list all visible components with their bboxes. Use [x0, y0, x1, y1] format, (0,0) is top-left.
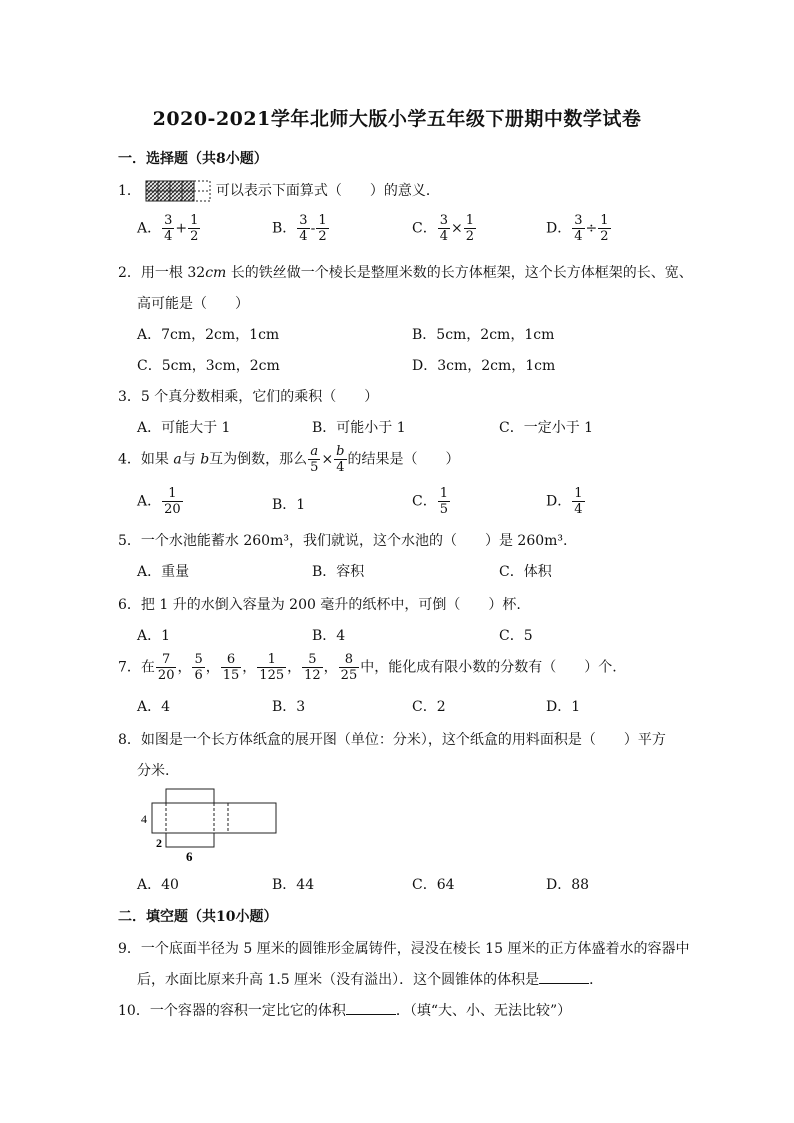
section-multiple-choice: 一．选择题（共8小题） — [118, 151, 268, 167]
question-9-cont: 后，水面比原来升高 1.5 厘米（没有溢出）．这个圆锥体的体积是 ． — [137, 972, 604, 988]
q5-option-a[interactable]: A．重量 — [137, 564, 190, 580]
q7-option-a[interactable]: A．4 — [137, 699, 171, 715]
q1-option-d[interactable]: D． $\frac{3}{4}$ ÷ $\frac{1}{2}$ — [546, 213, 609, 244]
q2-option-a[interactable]: A．7cm，2cm，1cm — [137, 327, 280, 343]
box-net-figure — [138, 785, 298, 865]
q2-option-b[interactable]: B．5cm，2cm，1cm — [412, 327, 555, 343]
question-5: 5．一个水池能蓄水 260m³，我们就说，这个水池的（ ）是 260m³. — [118, 533, 568, 549]
q8-option-c[interactable]: C．64 — [412, 877, 455, 893]
q1-option-b[interactable]: B． $\frac{3}{4}$ - $\frac{1}{2}$ — [272, 213, 327, 244]
q1-option-a[interactable]: A． $\frac{3}{4}$ + $\frac{1}{2}$ — [137, 213, 199, 244]
q7-option-d[interactable]: D．1 — [546, 699, 581, 715]
q5-option-c[interactable]: C．体积 — [499, 564, 552, 580]
q4-option-c[interactable]: C． $\frac{1}{5}$ — [412, 486, 448, 517]
q1-option-c[interactable]: C． $\frac{3}{4}$ × $\frac{1}{2}$ — [412, 213, 475, 244]
question-7: 7．在 $\frac{7}{20}$ ， $\frac{5}{6}$ ， $\frac{6}{15}$ ， $\frac{1}{125}$ ， $\frac{5}{12}$ ， $\frac{8}{25}$ 中，能化成有限小数的分数有（ ）个. — [118, 652, 617, 683]
question-4: 4．如果 a与 b互为倒数，那么 $\frac{a}{5}$ × $\frac{b}{4}$ 的结果是（ ） — [118, 444, 460, 475]
question-3: 3．5 个真分数相乘，它们的乘积（ ） — [118, 389, 379, 405]
q2-option-c[interactable]: C．5cm，3cm，2cm — [137, 358, 280, 374]
q7-option-c[interactable]: C．2 — [412, 699, 446, 715]
q3-option-b[interactable]: B．可能小于 1 — [312, 420, 406, 436]
q6-option-b[interactable]: B．4 — [312, 628, 346, 644]
fraction-grid-figure — [145, 180, 211, 202]
question-2-cont: 高可能是（ ） — [137, 296, 249, 312]
question-1: 1． 可以表示下面算式（ ）的意义． — [118, 180, 440, 202]
q8-option-a[interactable]: A．40 — [137, 877, 179, 893]
answer-blank[interactable] — [346, 1002, 396, 1015]
question-8-cont: 分米. — [137, 763, 170, 779]
q8-option-d[interactable]: D．88 — [546, 877, 590, 893]
q4-option-d[interactable]: D． $\frac{1}{4}$ — [546, 486, 583, 517]
question-9: 9．一个底面半径为 5 厘米的圆锥形金属铸件，浸没在棱长 15 厘米的正方体盛着水的容器中 — [118, 941, 690, 957]
answer-blank[interactable] — [539, 971, 589, 984]
q5-option-b[interactable]: B．容积 — [312, 564, 365, 580]
question-2: 2．用一根 32cm 长的铁丝做一个棱长是整厘米数的长方体框架，这个长方体框架的长、宽、 — [118, 265, 693, 281]
question-6: 6．把 1 升的水倒入容量为 200 毫升的纸杯中，可倒（ ）杯. — [118, 597, 521, 613]
q6-option-a[interactable]: A．1 — [137, 628, 171, 644]
q8-option-b[interactable]: B．44 — [272, 877, 315, 893]
question-10: 10．一个容器的容积一定比它的体积 ．（填“大、小、无法比较”） — [118, 1003, 572, 1019]
q6-option-c[interactable]: C．5 — [499, 628, 533, 644]
q4-option-b[interactable]: B．1 — [272, 497, 306, 513]
q3-option-c[interactable]: C．一定小于 1 — [499, 420, 594, 436]
q4-option-a[interactable]: A． $\frac{1}{20}$ — [137, 486, 181, 517]
q2-option-d[interactable]: D．3cm，2cm，1cm — [412, 358, 556, 374]
q3-option-a[interactable]: A．可能大于 1 — [137, 420, 231, 436]
net-length-label: 6 — [186, 849, 193, 864]
q7-option-b[interactable]: B．3 — [272, 699, 306, 715]
page-title: 2020-2021学年北师大版小学五年级下册期中数学试卷 — [152, 108, 642, 130]
net-height-label: 4 — [141, 812, 147, 826]
question-8: 8．如图是一个长方体纸盒的展开图（单位：分米），这个纸盒的用料面积是（ ）平方 — [118, 732, 666, 748]
section-fill-in: 二．填空题（共10小题） — [118, 909, 278, 925]
net-width-label: 2 — [156, 836, 162, 850]
